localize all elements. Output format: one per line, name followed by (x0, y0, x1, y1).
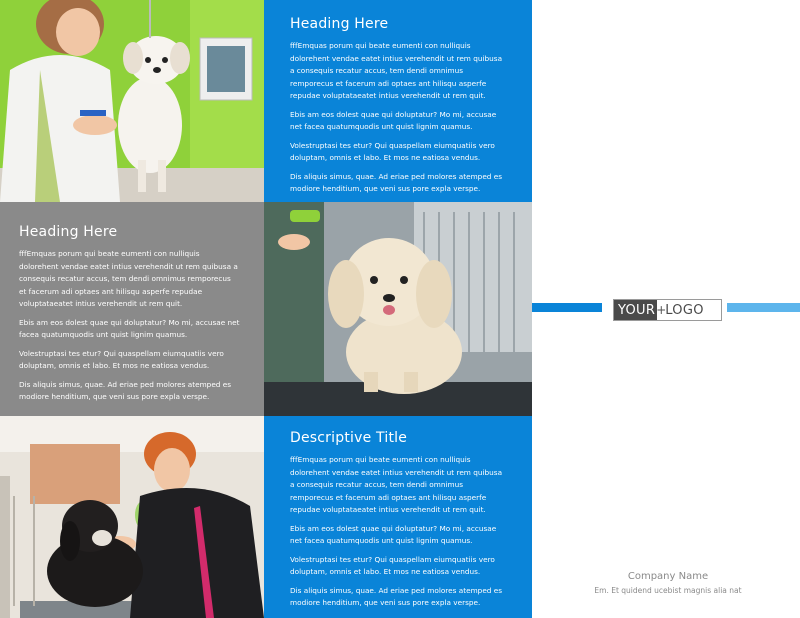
paragraph-bottom-4: Dis aliquis simus, quae. Ad eriae ped molores atemped es modiore henditium, que veni sus pore expla verspe. (290, 585, 503, 607)
paragraph-top-1: fffEmquas porum qui beate eumenti con nulliquis dolorehent vendae eatet intius verehendit ut rem quibusa a consequis recatur accus, tem dendi omnimus remporecus et facerum adi optaes ant hilisqu asperfe repudae voluptataeatet intius verehendit ut rem quit. (290, 41, 503, 100)
content-panel-bottom (264, 416, 532, 618)
paragraph-bottom-1: fffEmquas porum qui beate eumenti con nulliquis dolorehent vendae eatet intius verehendit ut rem quibusa a consequis recatur accus, tem dendi omnimus remporecus et facerum adi optaes ant hilisqu asperfe repudae voluptataeatet intius verehendit ut rem quit. (290, 455, 503, 514)
company-logo (613, 299, 722, 321)
paragraph-bottom-3: Volestruptasi tes etur? Qui quaspellam eiumquatiis vero doluptam, omnis et labo. Et mos ne eatiosa vendus. (290, 554, 495, 576)
paragraph-top-3: Volestruptasi tes etur? Qui quaspellam eiumquatiis vero doluptam, omnis et labo. Et mos ne eatiosa vendus. (290, 140, 495, 162)
logo-bar-left (532, 303, 602, 312)
heading-middle: Heading Here (19, 224, 118, 240)
company-name: Company Name (627, 571, 709, 582)
groomer-washing-black-dog-photo (0, 416, 264, 618)
paragraph-middle-3: Volestruptasi tes etur? Qui quaspellam eiumquatiis vero doluptam, omnis et labo. Et mos ne eatiosa vendus. (19, 348, 224, 370)
logo-word-text: LOGO (665, 302, 704, 318)
logo-plus-text: + (656, 303, 667, 317)
company-tagline: Em. Et quidend ucebist magnis alia nat (594, 586, 742, 595)
paragraph-top-4: Dis aliquis simus, quae. Ad eriae ped molores atemped es modiore henditium, que veni sus pore expla verspe. (290, 171, 503, 193)
paragraph-bottom-2: Ebis am eos dolest quae qui doluptatur? Mo mi, accusae net facea quatumquodis unt quist lignim quamus. (290, 523, 497, 545)
paragraph-middle-1: fffEmquas porum qui beate eumenti con nulliquis dolorehent vendae eatet intius verehendit ut rem quibusa a consequis recatur accus, tem dendi omnimus remporecus et facerum adi optaes ant hilisqu asperfe repudae voluptataeatet intius verehendit ut rem quit. (19, 249, 238, 308)
logo-bar-right (727, 303, 800, 312)
paragraph-middle-2: Ebis am eos dolest quae qui doluptatur? Mo mi, accusae net facea quatumquodis unt quist lignim quamus. (19, 317, 240, 339)
groomer-trimming-white-dog-photo (0, 0, 264, 202)
paragraph-middle-4: Dis aliquis simus, quae. Ad eriae ped molores atemped es modiore henditium, que veni sus pore expla verspe. (19, 379, 232, 401)
fluffy-dog-on-grooming-table-photo (264, 202, 532, 416)
content-panel-top (264, 0, 532, 202)
logo-your-text: YOUR (614, 300, 657, 320)
heading-top: Heading Here (290, 16, 389, 32)
content-panel-middle (0, 202, 264, 416)
company-info (560, 570, 776, 597)
paragraph-top-2: Ebis am eos dolest quae qui doluptatur? Mo mi, accusae net facea quatumquodis unt quist lignim quamus. (290, 109, 497, 131)
heading-bottom: Descriptive Title (290, 430, 408, 446)
